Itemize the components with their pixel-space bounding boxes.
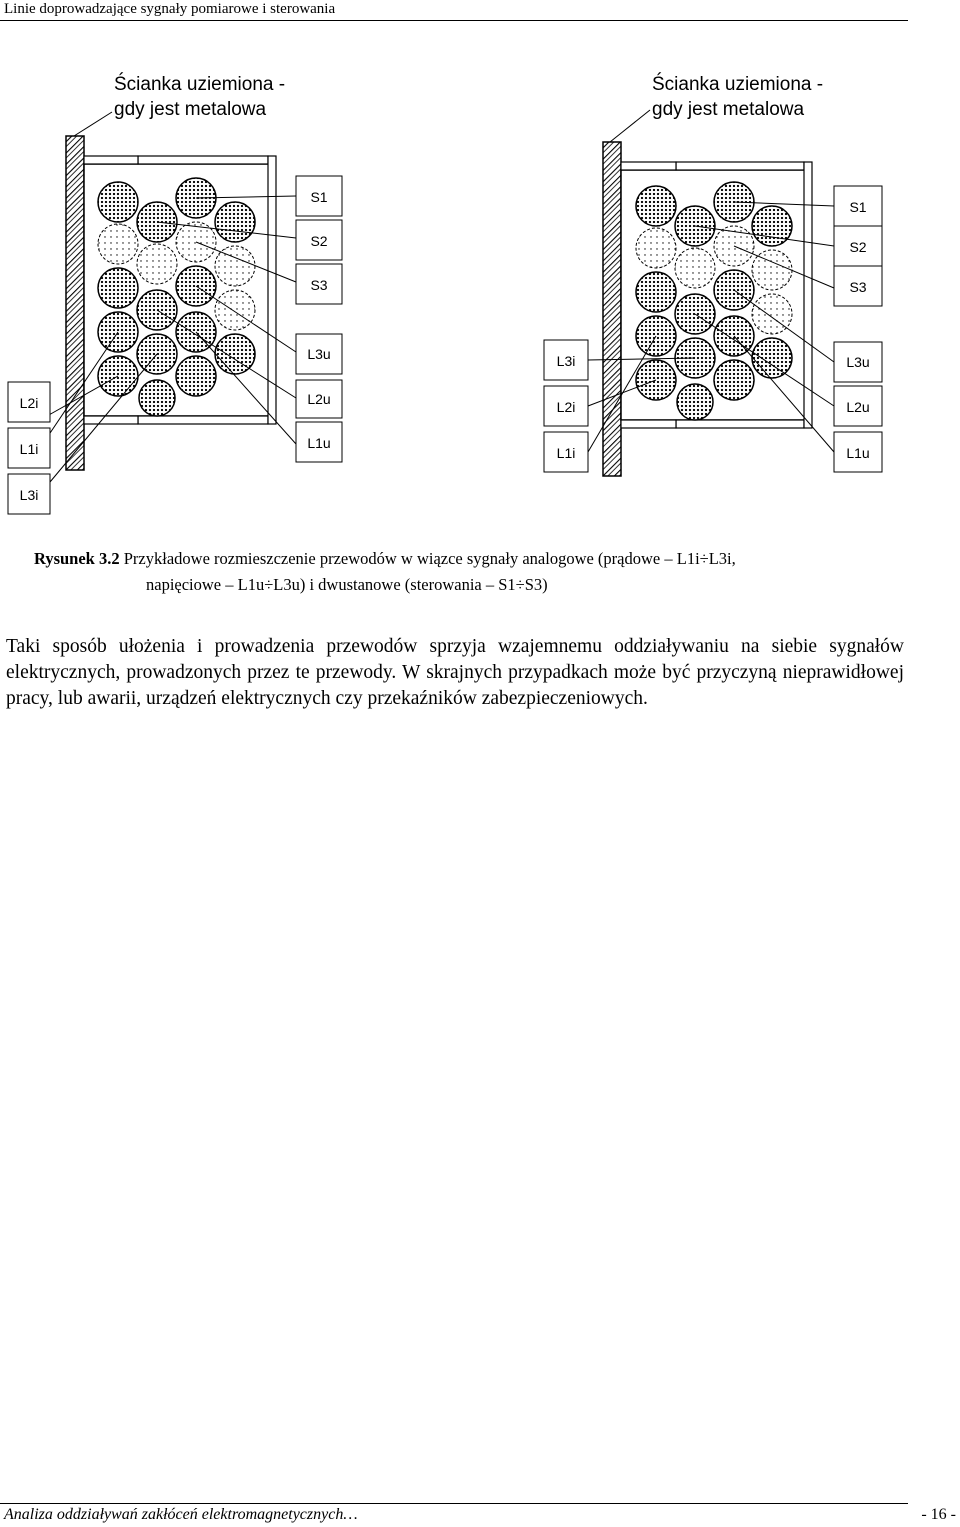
left-wall-note-pointer — [74, 112, 112, 136]
left-wire — [137, 244, 177, 284]
left-tray-bottom-edge — [84, 416, 138, 424]
right-wire — [675, 248, 715, 288]
left-tray-top-edge — [84, 156, 138, 164]
right-tray-bottom-edge — [621, 420, 676, 428]
right-tray-bottom-lip — [676, 420, 804, 428]
right-label-l1i: L1i — [556, 445, 576, 461]
right-label-l3u: L3u — [846, 354, 870, 370]
right-wall-note-line1: Ścianka uziemiona - — [652, 74, 824, 95]
right-wire — [636, 228, 676, 268]
footer-rule — [0, 1503, 908, 1504]
figure-caption — [34, 546, 934, 598]
right-grounded-wall — [603, 142, 621, 476]
caption-line1: Przykładowe rozmieszczenie przewodów w wiązce sygnały analogowe (prądowe – L1i÷L3i, — [123, 549, 736, 568]
left-label-l1i: L1i — [19, 441, 39, 457]
right-wire — [752, 338, 792, 378]
left-label-l3i: L3i — [19, 487, 39, 503]
right-wall-note-pointer — [610, 110, 650, 142]
right-wire — [714, 360, 754, 400]
right-label-l1u: L1u — [846, 445, 870, 461]
right-wall-note — [610, 73, 823, 142]
left-tray-top-lip — [138, 156, 268, 164]
left-label-l2u: L2u — [307, 391, 331, 407]
left-label-l1u: L1u — [307, 435, 331, 451]
caption-line2: napięciowe – L1u÷L3u) i dwustanowe (sterowania – S1÷S3) — [146, 575, 548, 594]
left-wire — [98, 182, 138, 222]
left-grounded-wall — [66, 136, 84, 470]
right-label-s3: S3 — [849, 279, 867, 295]
left-wire — [215, 202, 255, 242]
left-bundle — [8, 73, 342, 514]
left-wire — [98, 268, 138, 308]
left-wall-note — [74, 73, 285, 136]
left-wire — [98, 224, 138, 264]
left-label-l2i: L2i — [19, 395, 39, 411]
running-header: Linie doprowadzające sygnały pomiarowe i sterowania — [4, 1, 336, 17]
right-tray-top-lip — [676, 162, 804, 170]
figure-cable-bundles — [0, 60, 960, 520]
figure-svg — [0, 60, 960, 520]
right-wire — [752, 206, 792, 246]
header-rule — [0, 20, 908, 21]
right-label-l3i: L3i — [556, 353, 576, 369]
right-label-s2: S2 — [849, 239, 867, 255]
left-wire — [215, 290, 255, 330]
left-label-l3u: L3u — [307, 346, 331, 362]
left-wall-note-line1: Ścianka uziemiona - — [114, 74, 286, 95]
right-label-l2u: L2u — [846, 399, 870, 415]
left-wire — [176, 356, 216, 396]
footer-title: Analiza oddziaływań zakłóceń elektromagnetycznych… — [4, 1506, 358, 1523]
left-label-s1: S1 — [310, 189, 328, 205]
left-label-s3: S3 — [310, 277, 328, 293]
left-wall-note-line2: gdy jest metalowa — [114, 99, 267, 120]
right-tray-side — [804, 162, 812, 428]
left-wire — [139, 380, 175, 416]
right-wire — [636, 186, 676, 226]
right-wire — [636, 272, 676, 312]
left-label-s2: S2 — [310, 233, 328, 249]
left-tray-bottom-lip — [138, 416, 268, 424]
right-bundle — [544, 73, 882, 476]
body-paragraph: Taki sposób ułożenia i prowadzenia przewodów sprzyja wzajemnemu oddziaływaniu na siebie sygnałów elektrycznych, prowadzonych przez te przewody. W skrajnych przypadkach może być przyczyną nieprawidłowej pracy, lub awarii, urządzeń elektrycznych czy przekaźników zabezpieczeniowych. — [6, 636, 904, 709]
right-label-s1: S1 — [849, 199, 867, 215]
page-number: - 16 - — [921, 1506, 956, 1523]
right-wall-note-line2: gdy jest metalowa — [652, 99, 805, 120]
right-label-l2i: L2i — [556, 399, 576, 415]
right-wire — [677, 384, 713, 420]
right-tray-top-edge — [621, 162, 676, 170]
caption-number: Rysunek 3.2 — [34, 549, 120, 568]
